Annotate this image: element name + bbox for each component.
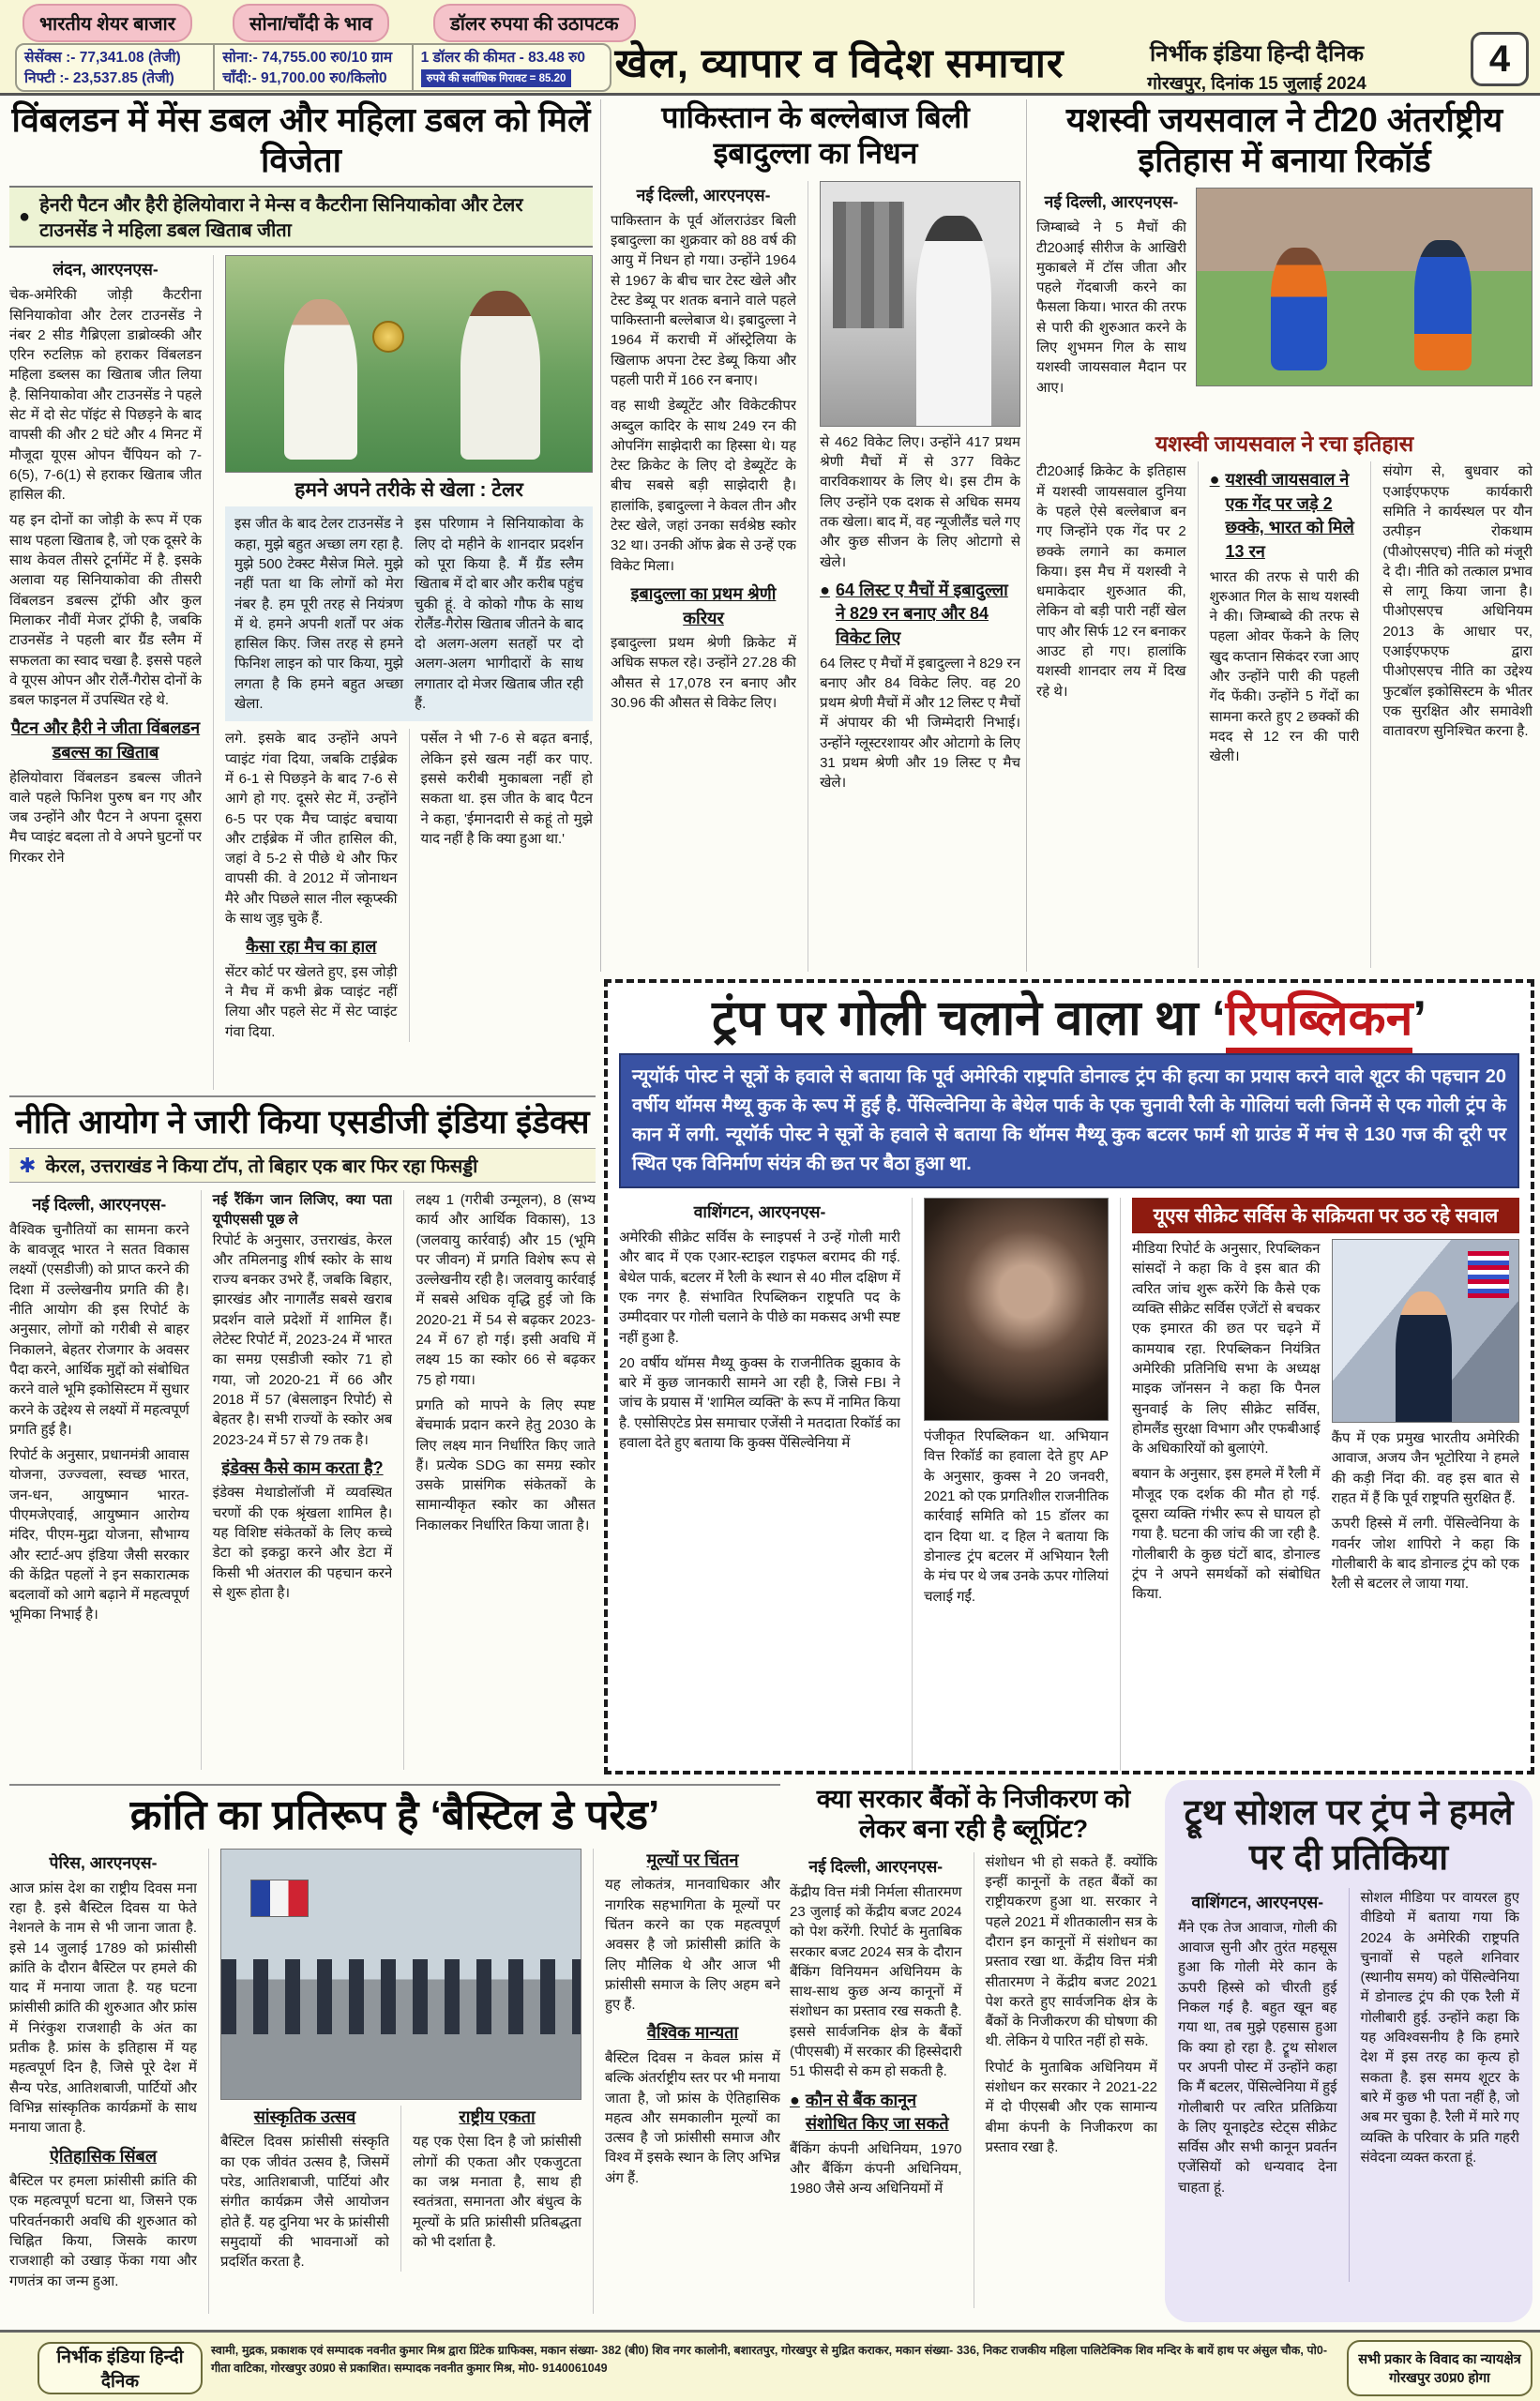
dateline: गोरखपुर, दिनांक 15 जुलाई 2024	[1147, 74, 1366, 94]
niti-headline: नीति आयोग ने जारी किया एसडीजी इंडिया इंडेक्स	[15, 1104, 590, 1140]
parade-photo	[220, 1849, 581, 2100]
bastille-col4	[593, 1849, 780, 2314]
bank-subhead-text: कौन से बैंक कानून संशोधित किए जा सकते	[805, 2090, 949, 2134]
gold-pill: सोना/चाँदी के भाव	[233, 4, 389, 42]
footer-imprint: स्वामी, मुद्रक, प्रकाशक एवं सम्पादक नवनीत कुमार मिश्र द्वारा प्रिंटेक ग्राफिक्स, मकान संख्या- 382 (बी0) शिव नगर कालोनी, बशारतपुर, गोरखपुर से मुद्रित कराकर, मकान संख्या- 336, निकट राजकीय महिला पालिटेक्निक शिव मन्दिर के बायें हाथ पर अंसुल चौक, पो0-गीता वाटिका, गोरखपुर उ0प्र0 से प्रकाशित। सम्पादक नवनीत कुमार मिश्र, मो0- 9140061049	[211, 2344, 1327, 2376]
jaiswal-photo-caption: यशस्वी जायसवाल ने रचा इतिहास	[1155, 431, 1414, 457]
sensex-value: सेसेंक्स :- 77,341.08 (तेजी)	[24, 50, 181, 66]
niti-inner-subhead: इंडेक्स कैसे काम करता है?	[221, 1457, 384, 1477]
wimbledon-para: सेंटर कोर्ट पर खेलते हुए, इस जोड़ी ने मैच में कभी ब्रेक प्वाइंट नहीं लिया और पहले सेट में सेट प्वाइंट गंवा दिया.	[225, 963, 398, 1040]
wimbledon-para: पर्सेल ने भी 7-6 से बढ़त बनाई, लेकिन इसे खत्म नहीं कर पाए. इससे करीबी मुकाबला नहीं हो सकता था. इस जीत के बाद पैटन ने कहा, 'ईमानदारी से कहूं तो मुझे याद नहीं है कि क्या हुआ था.'	[420, 731, 593, 847]
ibadulla-para: वह साथी डेब्यूटेंट और विकेटकीपर अब्दुल कादिर के साथ 249 रन की ओपनिंग साझेदारी का हिस्सा थे। यह टेस्ट क्रिकेट के लिए दो डेब्यूटेंट के बीच सबसे बड़ी साझेदारी है। हालांकि, इबादुल्ला ने केवल तीन और टेस्ट खेले, जहां उनका सर्वश्रेष्ठ स्कोर 32 था। उनकी ऑफ ब्रेक से उन्हें एक विकेट मिला।	[611, 398, 797, 574]
ibadulla-col-right	[808, 181, 1020, 972]
ibadulla-para: पाकिस्तान के पूर्व ऑलराउंडर बिली इबादुल्ला का शुक्रवार को 88 वर्ष की आयु में निधन हो गया। उन्होंने 1964 से 1967 के बीच चार टेस्ट खेले और टेस्ट डेब्यू पर शतक बनाने वाले पहले पाकिस्तानी बल्लेबाज थे। इबादुल्ला ने 1964 में कराची में ऑस्ट्रेलिया के खिलाफ अपना टेस्ट डेब्यू किया और पहली पारी में 166 रन बनाए।	[611, 212, 797, 388]
ibadulla-para: से 462 विकेट लिए। उन्होंने 417 प्रथम श्रेणी मैचों में से 377 विकेट वारविकशायर के लिए थे। इस टीम के लिए उन्होंने एक दशक से अधिक समय तक खेला। बाद में, वह न्यूजीलैंड चले गए और कुछ सीजन के लिए ओटागो से खेले।	[820, 433, 1020, 570]
trump-colA	[619, 1198, 900, 1772]
niti-byline: नई दिल्ली, आरएनएस-	[32, 1195, 167, 1214]
truth-headline: ट्रूथ सोशल पर ट्रंप ने हमले पर दी प्रतिकिया	[1184, 1793, 1514, 1878]
silver-value: चाँदी:- 91,700.00 रु0/किलो0	[222, 70, 387, 87]
ibadulla-byline: नई दिल्ली, आरएनएस-	[636, 185, 771, 204]
jaiswal-para: जिम्बाब्वे ने 5 मैचों की टी20आई सीरीज के आखिरी मुकाबले में टॉस जीता और पहले गेंदबाजी करने का फैसला किया। भारत की तरफ से पारी की शुरुआत करने के लिए शुभमन गिल के साथ यशस्वी जायसवाल मैदान पर आए।	[1036, 219, 1186, 396]
ibadulla-para: 64 लिस्ट ए मैचों में इबादुल्ला ने 829 रन बनाए और 84 विकेट लिए. वह 20 प्रथम श्रेणी मैचों में और 12 लिस्ट ए मैचों में अंपायर की भी जिम्मेदारी निभाई। उन्होंने ग्लूस्टरशायर और ओटागो के लिए 31 प्रथम श्रेणी और 19 लिस्ट ए मैच खेले।	[820, 655, 1020, 792]
trophy-icon	[372, 321, 404, 353]
stock-cell	[17, 45, 213, 90]
shooter-photo	[924, 1198, 1109, 1421]
trump-colD	[1332, 1239, 1520, 1604]
bastille-col2	[220, 2106, 389, 2273]
wimbledon-winners-photo	[225, 255, 593, 473]
trump-para: मीडिया रिपोर्ट के अनुसार, रिपब्लिकन सांसदों ने कहा कि वे इस बात की त्वरित जांच शुरू करेंगे कि कैसे एक व्यक्ति सीक्रेट सर्विस एजेंटों से बचकर एक इमारत की छत पर चढ़ने में कामयाब रहा. रिपब्लिकन नियंत्रित अमेरिकी प्रतिनिधि सभा के अध्यक्ष माइक जॉनसन ने कहा कि पैनल सुनवाई के लिए सीक्रेट सर्विस, होमलैंड सुरक्षा विभाग और एफबीआई के अधिकारियों को बुलाएंगे.	[1132, 1241, 1321, 1457]
rupee-low-badge: रुपये की सर्वाधिक गिरावट = 85.20	[421, 69, 572, 87]
gold-cell	[213, 45, 411, 90]
market-ticker	[15, 43, 611, 92]
article-niti	[9, 1095, 596, 1776]
wimbledon-col-right	[409, 729, 594, 1042]
niti-subhead	[9, 1148, 596, 1183]
ibadulla-inner-subhead	[820, 579, 1020, 651]
ibadulla-photo	[820, 181, 1020, 427]
niti-para: इंडेक्स मेथाडोलॉजी में व्यवस्थित चरणों की एक श्रृंखला शामिल है। यह विशिष्ट संकेतकों के लिए कच्चे डेटा को इकट्ठा करने और डेटा में किसी भी अंतराल की पहचान करने से शुरू होता है।	[212, 1485, 393, 1601]
bastille-para: बैस्टिल दिवस फ्रांसीसी संस्कृति का एक जीवंत उत्सव है, जिसमें परेड, आतिशबाजी, पार्टियां और संगीत कार्यक्रम जैसे आयोजन होते हैं. यह दुनिया भर के फ्रांसीसी समुदायों की भावनाओं को प्रदर्शित करता है.	[220, 2134, 389, 2271]
bastille-col1	[9, 1849, 197, 2314]
jaiswal-para: संयोग से, बुधवार को एआईएफएफ कार्यकारी समिति ने कार्यस्थल पर यौन उत्पीड़न रोकथाम (पीओएसएच) नीति को मंजूरी दे दी। नीति को तत्काल प्रभाव से लागू किया जाना है। पीओएसएच अधिनियम 2013 के आधार पर, एआईएफएफ द्वारा पीओएसएच नीति का उद्देश्य फुटबॉल इकोसिस्टम के भीतर एक सुरक्षित और समावेशी वातावरण सुनिश्चित करना है.	[1382, 463, 1532, 740]
truth-byline: वाशिंगटन, आरएनएस-	[1191, 1893, 1324, 1911]
article-trump-shooter	[604, 979, 1534, 1774]
cricketer-figure	[1271, 248, 1328, 370]
jaiswal-headline: यशस्वी जयसवाल ने टी20 अंतर्राष्ट्रीय इतिहास में बनाया रिकॉर्ड	[1065, 100, 1503, 180]
bastille-col3	[400, 2106, 581, 2273]
jaiswal-match-photo	[1196, 188, 1532, 386]
trump-para: अमेरिकी सीक्रेट सर्विस के स्नाइपर्स ने उन्हें गोली मारी और बाद में एक एआर-स्टाइल राइफल बरामद की गई. बेथेल पार्क, बटलर में रैली के स्थान से 40 मील दक्षिण में एक नगर है. संभावित रिपब्लिकन राष्ट्रपति पद के उम्मीदवार पर गोली चलाने के पीछे का मकसद अभी स्पष्ट नहीं हुआ है.	[619, 1230, 900, 1346]
quote-mark: ‘	[1212, 991, 1226, 1046]
quote-para: इस परिणाम ने सिनियाकोवा के लिए दो महीने के शानदार प्रदर्शन को पूरा किया है. मैं ग्रैंड स्लैम खिताब में दो बार और करीब पहुंच चुकी हूं. वे कोको गौफ के साथ रोलैंड-गैरोस खिताब जीतने के बाद दो अलग-अलग सतहों पर दो अलग-अलग भागीदारों के साथ लगातार दो मेजर खिताब जीत रही हैं.	[415, 516, 583, 713]
truth-col1	[1178, 1888, 1337, 2282]
wimbledon-subhead	[9, 186, 593, 248]
wimbledon-headline: विंबलडन में मेंस डबल और महिला डबल को मिलें विजेता	[11, 100, 591, 180]
niti-col2	[201, 1190, 393, 1770]
niti-para: वैश्विक चुनौतियों का सामना करने के बावजूद भारत ने सतत विकास लक्ष्यों (एसडीजी) को प्राप्त करने की दिशा में उल्लेखनीय प्रगति की है। नीति आयोग की इस रिपोर्ट के अनुसार, लोगों को गरीबी से बाहर निकालने, बेहतर रोजगार के अवसर पैदा करने, आर्थिक मुद्दों को संबोधित करने वाले भूमि इकोसिस्टम में सुधार करने के उद्देश्य से लक्ष्यों में महत्वपूर्ण प्रगति हुई है।	[9, 1221, 189, 1438]
bullet-icon: ●	[19, 205, 31, 227]
ibadulla-subhead-text: 64 लिस्ट ए मैचों में इबादुल्ला ने 829 रन बनाए और 84 विकेट लिए	[835, 580, 1008, 647]
masthead	[1069, 38, 1444, 95]
wimbledon-para: यह इन दोनों का जोड़ी के रूप में एक साथ पहला खिताब है, जो एक दूसरे के साथ केवल तीसरे टूर्नामेंट में है. इसके अलावा यह सिनियाकोवा की तीसरी विंबलडन डबल्स ट्रॉफी और कुल मिलाकर नौवीं मेजर ट्रॉफी है, जबकि टाउनसेंड ने पहली बार ग्रैंड स्लैम में सफलता का स्वाद चखा है. इससे पहले वे यूएस ओपन और रोलैं-गैरोस दोनों के डबल फाइनल में उपस्थित रहे थे.	[9, 512, 202, 709]
secret-service-subhead: यूएस सीक्रेट सर्विस के सक्रियता पर उठ रहे सवाल	[1132, 1198, 1519, 1233]
niti-col3	[403, 1190, 596, 1770]
wimbledon-subhead-text: हेनरी पैटन और हैरी हेलियोवारा ने मेन्स व कैटरीना सिनियाकोवा और टेलर टाउनसेंड ने महिला डबल खिताब जीता	[39, 195, 523, 242]
wimbledon-col-left	[9, 255, 202, 1090]
jaiswal-col-intro	[1036, 188, 1186, 424]
bastille-inner-subhead: वैश्विक मान्यता	[646, 2023, 739, 2043]
article-bastille	[9, 1784, 780, 2322]
niti-para: रिपोर्ट के अनुसार, उत्तराखंड, केरल और तमिलनाडु शीर्ष स्कोर के साथ राज्य बनकर उभरे हैं, जबकि बिहार, झारखंड और नागालैंड सबसे खराब प्रदर्शन वाले प्रदेशों में शामिल हैं। लेटेस्ट रिपोर्ट में, 2023-24 में भारत का समग्र एसडीजी स्कोर 71 हो गया, जो 2020-21 में 66 और 2018 में 57 (बेसलाइन रिपोर्ट) से बेहतर है। सभी राज्यों के स्कोर अब 2023-24 में 57 से 79 तक है।	[212, 1231, 393, 1448]
wimbledon-para: हेलियोवारा विंबलडन डबल्स जीतने वाले पहले फिनिश पुरुष बन गए और जब उन्होंने और पैटन ने अपना दूसरा मैच प्वाइंट बदला तो वे अपने घुटनों पर गिरकर रोने	[9, 769, 202, 866]
bank-para: केंद्रीय वित्त मंत्री निर्मला सीतारमण 23 जुलाई को केंद्रीय बजट 2024 को पेश करेंगी. रिपोर्ट के मुताबिक सरकार बजट 2024 सत्र के दौरान बैंकिंग विनियमन अधिनियम के साथ-साथ कुछ अन्य कानूनों में संशोधन का प्रस्ताव रख सकती है. इससे सार्वजनिक क्षेत्र के बैंकों (पीएसबी) में सरकार की हिस्सेदारी 51 फीसदी से कम हो सकती है.	[790, 1883, 962, 2080]
wimbledon-col-mid	[225, 729, 398, 1042]
footer-jurisdiction: सभी प्रकार के विवाद का न्यायक्षेत्र गोरखपुर उ0प्र0 होगा	[1347, 2340, 1532, 2396]
jaiswal-col2	[1198, 461, 1360, 968]
page-header	[0, 0, 1540, 96]
footer-paper-name: निर्भीक इंडिया हिन्दी दैनिक	[38, 2342, 203, 2394]
wimbledon-byline: लंदन, आरएनएस-	[53, 260, 159, 279]
trump-para: ऊपरी हिस्से में लगी. पेंसिल्वेनिया के गवर्नर जोश शापिरो ने कहा कि गोलीबारी के बाद डोनाल्ड ट्रंप को एक रैली से बटलर ले जाया गया.	[1331, 1516, 1519, 1593]
bank-col1	[790, 1852, 962, 2308]
quote-para: इस जीत के बाद टेलर टाउनसेंड ने कहा, मुझे बहुत अच्छा लग रहा है. मुझे 500 टेक्स्ट मैसेज मिले. मुझे नहीं पता था कि लोगों को मेरा नंबर है. हम पूरी तरह से नियंत्रण में थे. हमने अपनी शर्तों पर अंक हासिल किए. जिस तरह से हमने फिनिश लाइन को पार किया, मुझे लगता है कि हमने बहुत अच्छा खेला.	[234, 516, 403, 713]
truth-para: सोशल मीडिया पर वायरल हुए वीडियो में बताया गया कि 2024 के अमेरिकी राष्ट्रपति चुनावों से पहले शनिवार (स्थानीय समय) को पेंसिल्वेनिया में डोनाल्ड ट्रंप की एक रैली में गोलीबारी हुई. उन्होंने कहा कि यह अविश्वसनीय है कि हमारे देश में इस तरह का कृत्य हो सकता है. इस समय शूटर के बारे में कुछ भी पता नहीं है, जो अब मर चुका है. रैली में मारे गए व्यक्ति के परिवार के प्रति गहरी संवेदना व्यक्त करता हूं.	[1360, 1890, 1519, 2166]
trump-rally-photo	[1332, 1239, 1520, 1423]
article-bank	[790, 1780, 1157, 2322]
trump-para: पंजीकृत रिपब्लिकन था. अभियान वित्त रिकॉर्ड का हवाला देते हुए AP के अनुसार, कुक्स ने 20 जनवरी, 2021 को एक प्रगतिशील राजनीतिक कार्रवाई समिति को 15 डॉलर का दान दिया था. द हिल ने बताया कि डोनाल्ड ट्रंप बटलर में अभियान रैली के मंच पर थे जब उनके ऊपर गोलियां चलाई गईं.	[924, 1428, 1109, 1605]
bastille-para: यह लोकतंत्र, मानवाधिकार और नागरिक सहभागिता के मूल्यों पर चिंतन करने का एक महत्वपूर्ण अवसर है जो फ्रांसीसी क्रांति के लिए मौलिक थे और आज भी फ्रांसीसी समाज के लिए अहम बने हुए हैं.	[605, 1877, 780, 2014]
wimbledon-inner-subhead: कैसा रहा मैच का हाल	[246, 937, 377, 957]
article-truth-social	[1165, 1780, 1532, 2322]
dollar-value: 1 डॉलर की कीमत - 83.48 रु0	[420, 50, 586, 66]
trump-headline-prefix: ट्रंप पर गोली चलाने वाला था	[712, 991, 1213, 1046]
quote-mark: ’	[1412, 991, 1427, 1046]
bank-para: रिपोर्ट के मुताबिक अधिनियम में संशोधन कर सरकार ने 2021-22 में दो पीएसबी और एक सामान्य बीमा कंपनी के निजीकरण का प्रस्ताव रखा है.	[985, 2059, 1157, 2155]
wimbledon-inner-subhead: पैटन और हैरी ने जीता विंबलडन डबल्स का खिताब	[10, 718, 201, 762]
article-jaiswal	[1026, 99, 1532, 972]
bank-para: संशोधन भी हो सकते हैं. क्योंकि इन्हीं कानूनों के तहत बैंकों का राष्ट्रीयकरण हुआ था. सरकार ने पहले 2021 में शीतकालीन सत्र के दौरान इन कानूनों में संशोधन का प्रस्ताव रखा था. केंद्रीय वित्त मंत्री सीतारमण ने केंद्रीय बजट 2021 पेश करते हुए सार्वजनिक क्षेत्र के बैंकों के निजीकरण की घोषणा की थी. लेकिन ये पारित नहीं हो सके.	[985, 1853, 1157, 2050]
niti-para: लक्ष्य 1 (गरीबी उन्मूलन), 8 (सभ्य कार्य और आर्थिक विकास), 13 (जलवायु कार्रवाई) और 15 (भूमि पर जीवन) में प्रगति विशेष रूप से उल्लेखनीय रही है। जलवायु कार्रवाई में सबसे अधिक वृद्धि हुई जो कि 2020-21 में 54 से बढ़कर 2023-24 में 67 हो गई। इसी अवधि में लक्ष्य 15 का स्कोर 66 से बढ़कर 75 हो गया।	[415, 1192, 596, 1388]
niti-subhead-text: केरल, उत्तराखंड ने किया टॉप, तो बिहार एक बार फिर रहा फिसड्डी	[45, 1156, 478, 1177]
cricketer-figure	[1414, 240, 1472, 370]
ibadulla-para: इबादुल्ला प्रथम श्रेणी क्रिकेट में अधिक सफल रहे। उन्होंने 27.28 की औसत से 17,078 रन बनाए और 30.96 की औसत से विकेट लिए।	[611, 635, 797, 711]
market-pill: भारतीय शेयर बाजार	[23, 4, 192, 42]
jaiswal-col3	[1370, 461, 1532, 968]
bank-para: बैंकिंग कंपनी अधिनियम, 1970 और बैंकिंग कंपनी अधिनियम, 1980 जैसे अन्य अधिनियमों में	[790, 2140, 962, 2197]
page-number: 4	[1471, 32, 1529, 86]
bastille-para: बैस्टिल दिवस न केवल फ्रांस में बल्कि अंतर्राष्ट्रीय स्तर पर भी मनाया जाता है, जो फ्रांस के ऐतिहासिक महत्व और समकालीन मूल्यों का उत्सव है जो फ्रांसीसी समाज और विश्व में इसके स्थान के लिए अभिन्न अंग हैं.	[605, 2049, 780, 2186]
bastille-para: बैस्टिल पर हमला फ्रांसीसी क्रांति की एक महत्वपूर्ण घटना था, जिसने एक परिवर्तनकारी अवधि की शुरुआत को चिह्नित किया, जिसके कारण राजशाही को उखाड़ फेंका गया और गणतंत्र का जन्म हुआ.	[9, 2173, 197, 2289]
bank-byline: नई दिल्ली, आरएनएस-	[808, 1856, 944, 1876]
bastille-inner-subhead: राष्ट्रीय एकता	[459, 2107, 536, 2126]
bank-col2	[974, 1852, 1158, 2308]
bullet-icon: ●	[1209, 470, 1220, 490]
gold-value: सोना:- 74,755.00 रु0/10 ग्राम	[222, 50, 393, 66]
jaiswal-col1	[1036, 461, 1186, 968]
jaiswal-para: टी20आई क्रिकेट के इतिहास में यशस्वी जायसवाल दुनिया के पहले ऐसे बल्लेबाज बन गए जिन्होंने एक गेंद पर 2 छक्के लगाने का कमाल किया। इस मैच में यशस्वी ने धमाकेदार शुरुआत की, लेकिन वो बड़ी पारी नहीं खेल पाए और सिर्फ 12 रन बनाकर आउट हो गए। हालांकि यशस्वी शानदार लय में दिख रहे थे।	[1036, 463, 1186, 700]
dollar-pill: डॉलर रुपया की उठापटक	[433, 4, 636, 42]
bastille-inner-subhead: सांस्कृतिक उत्सव	[253, 2107, 356, 2126]
bullet-icon: ●	[820, 580, 830, 599]
bastille-byline: पेरिस, आरएनएस-	[49, 1852, 158, 1872]
section-title: खेल, व्यापार व विदेश समाचार	[614, 41, 1064, 86]
niti-col1	[9, 1190, 189, 1770]
ibadulla-col-left	[611, 181, 796, 972]
bastille-headline: क्रांति का प्रतिरूप है ‘बैस्टिल डे परेड’	[129, 1792, 660, 1838]
article-wimbledon	[9, 99, 593, 1090]
trump-lead: न्यूयॉर्क पोस्ट ने सूत्रों के हवाले से बताया कि पूर्व अमेरिकी राष्ट्रपति डोनाल्ड ट्रंप की हत्या का प्रयास करने वाले शूटर की पहचान 20 वर्षीय थॉमस मैथ्यू कुक के रूप में हुई है. पेंसिल्वेनिया के बेथेल पार्क के एक चुनावी रैली के गोलियां चली जिनमें से एक गोली ट्रंप के कान में लगी. न्यूयॉर्क पोस्ट ने सूत्रों के हवाले से बताया कि थॉमस मैथ्यू कुक बटलर फार्म शो ग्राउंड में मंच से 130 गज की दूरी पर स्थित एक विनिर्माण संयंत्र की छत पर बैठा हुआ था.	[619, 1053, 1519, 1188]
jaiswal-subhead-text: यशस्वी जायसवाल ने एक गेंद पर जड़े 2 छक्के, भारत को मिले 13 रन	[1225, 470, 1354, 562]
niti-para: रिपोर्ट के अनुसार, प्रधानमंत्री आवास योजना, उज्ज्वला, स्वच्छ भारत, जन-धन, आयुष्मान भारत-पीएमजेएवाई, आयुष्मान आरोग्य मंदिर, पीएम-मुद्रा योजना, सौभाग्य और स्टार्ट-अप इंडिया जैसी सरकार की केंद्रित पहलों ने इन सकारात्मक बदलावों को आगे बढ़ाने में महत्वपूर्ण भूमिका निभाई है।	[9, 1447, 189, 1623]
bullet-icon: ●	[790, 2090, 800, 2109]
trump-headline-highlight: रिपब्लिकन	[1226, 991, 1413, 1053]
nifty-value: निफ्टी :- 23,537.85 (तेजी)	[24, 70, 174, 87]
bastille-para: यह एक ऐसा दिन है जो फ्रांसीसी लोगों की एकता और एकजुटता का जश्न मनाता है, साथ ही स्वतंत्रता, समानता और बंधुत्व के मूल्यों के प्रति फ्रांसीसी प्रतिबद्धता को भी दर्शाता है.	[413, 2134, 581, 2250]
niti-lead-line: नई रैंकिंग जान लिजिए, क्या पता यूपीएससी पूछ ले	[212, 1192, 393, 1229]
jaiswal-inner-subhead	[1210, 468, 1360, 564]
jaiswal-byline: नई दिल्ली, आरएनएस-	[1044, 192, 1179, 212]
trump-colB	[912, 1198, 1109, 1772]
page-footer	[0, 2330, 1540, 2401]
truth-col2	[1349, 1888, 1520, 2282]
bank-inner-subhead	[790, 2089, 962, 2137]
dollar-cell	[412, 45, 610, 90]
wimbledon-quote-title: हमने अपने तरीके से खेला : टेलर	[294, 479, 523, 502]
bank-headline: क्या सरकार बैंकों के निजीकरण को लेकर बना रही है ब्लूप्रिंट?	[816, 1785, 1131, 1844]
bastille-inner-subhead: ऐतिहासिक सिंबल	[49, 2146, 158, 2166]
niti-para: प्रगति को मापने के लिए स्पष्ट बेंचमार्क प्रदान करने हेतु 2030 के लिए लक्ष्य मान निर्धारित किए जाते हैं। प्रत्येक SDG का समग्र स्कोर उसके प्रासंगिक संकेतकों के सामान्यीकृत स्कोर का औसत निकालकर निर्धारित किया जाता है।	[415, 1397, 596, 1533]
trump-para: 20 वर्षीय थॉमस मैथ्यू कुक्स के राजनीतिक झुकाव के बारे में कुछ जानकारी सामने आ रही है, जिसे FBI ने जांच के प्रयास में 'शामिल व्यक्ति' के रूप में नामित किया है. एसोसिएटेड प्रेस समाचार एजेंसी ने मतदाता रिकॉर्ड का हवाला देते हुए बताया कि कुक्स पेंसिल्वेनिया में	[619, 1354, 900, 1451]
wimbledon-quote-box	[225, 506, 593, 721]
bastille-inner-subhead: मूल्यों पर चिंतन	[646, 1850, 739, 1869]
wimbledon-para: चेक-अमेरिकी जोड़ी कैटरीना सिनियाकोवा और टेलर टाउनसेंड ने नंबर 2 सीड गैब्रिएला डाब्रोव्स्की और एरिन रुटलिफ़ को हराकर विंबलडन महिला डब्लस का खिताब जीत लिया है. सिनियाकोवा और टाउनसेंड ने पहले सेट में दो सेट पॉइंट से पिछड़ने के बाद वापसी की और 2 घंटे और 4 मिनट में मौजूदा यूएस ओपन चैंपियन को 7-6(5), 7-6(1) से हराकर खिताब जीत हासिल की.	[9, 287, 202, 504]
article-ibadulla	[600, 99, 1020, 972]
ibadulla-headline: पाकिस्तान के बल्लेबाज बिली इबादुल्ला का निधन	[661, 100, 970, 171]
trump-para: बयान के अनुसार, इस हमले में रैली में मौजूद एक दर्शक की मौत हो गई. दूसरा व्यक्ति गंभीर रूप से घायल हो गया है. घटना की जांच की जा रही है. गोलीबारी के कुछ घंटों बाद, डोनाल्ड ट्रंप ने अपने समर्थकों को संबोधित किया.	[1132, 1466, 1321, 1603]
wimbledon-para: लगे. इसके बाद उन्होंने अपने प्वाइंट गंवा दिया, जबकि टाईब्रेक में 6-1 से पिछड़ने के बाद 7-6 से आगे हो गए. दूसरे सेट में, उन्होंने 6-5 पर एक मैच प्वाइंट बचाया और टाईब्रेक में जीत हासिल की, जहां वे 5-2 से पीछे थे और फिर वापसी की. वे 2012 में जोनाथन मैरे और पिछले साल नील स्कूप्स्की के साथ जुड़ चुके हैं.	[225, 731, 398, 928]
trump-para: कैंप में एक प्रमुख भारतीय अमेरिकी आवाज, अजय जैन भूटोरिया ने हमले की कड़ी निंदा की. वह इस बात से राहत में हैं कि पूर्व राष्ट्रपति सुरक्षित हैं.	[1331, 1430, 1519, 1507]
trump-headline	[619, 992, 1519, 1046]
trump-colC	[1132, 1239, 1321, 1604]
jaiswal-para: भारत की तरफ से पारी की शुरुआत गिल के साथ यशस्वी ने की। जिम्बाब्वे की तरफ से पहला ओवर फेंकने के लिए खुद कप्तान सिकंदर रजा आए और उन्होंने पारी की पहली गेंद फेंकी। उन्होंने 5 गेंदों का सामना करते हुए 2 छक्कों की मदद से 12 रन की पारी खेली।	[1209, 568, 1360, 765]
ibadulla-inner-subhead: इबादुल्ला का प्रथम श्रेणी करियर	[630, 583, 777, 627]
truth-para: मैंने एक तेज आवाज, गोली की आवाज सुनी और तुरंत महसूस हुआ कि गोली मेरे कान के ऊपरी हिस्से को चीरती हुई निकल गई है. बहुत खून बह गया था, तब मुझे एहसास हुआ कि क्या हो रहा है. ट्रूथ सोशल पर अपनी पोस्ट में उन्होंने कहा कि मैं बटलर, पेंसिल्वेनिया में हुई गोलीबारी पर त्वरित प्रतिक्रिया के लिए यूनाइटेड स्टेट्स सीक्रेट सर्विस और सभी कानून प्रवर्तन एजेंसियों को धन्यवाद देना चाहता हूं.	[1178, 1919, 1337, 2196]
paper-name: निर्भीक इंडिया हिन्दी दैनिक	[1149, 41, 1365, 67]
star-icon: ✱	[19, 1153, 37, 1177]
trump-byline: वाशिंगटन, आरएनएस-	[693, 1202, 826, 1222]
bastille-para: आज फ्रांस देश का राष्ट्रीय दिवस मना रहा है. इसे बैस्टिल दिवस या फेते नेशनले के नाम से भी जाना जाता है. इसे 14 जुलाई 1789 को फ्रांसीसी क्रांति के दौरान बैस्टिल पर हमले की याद में मनाया जाता है. यह घटना फ्रांसीसी क्रांति की शुरुआत और फ्रांस में निरंकुश राजशाही के अंत का प्रतीक है. फ्रांस के इतिहास में यह महत्वपूर्ण दिन है, जिसे पूरे देश में सैन्य परेड, आतिशबाजी, पार्टियों और विभिन्न सांस्कृतिक कार्यक्रमों के साथ मनाया जाता है.	[9, 1880, 197, 2137]
